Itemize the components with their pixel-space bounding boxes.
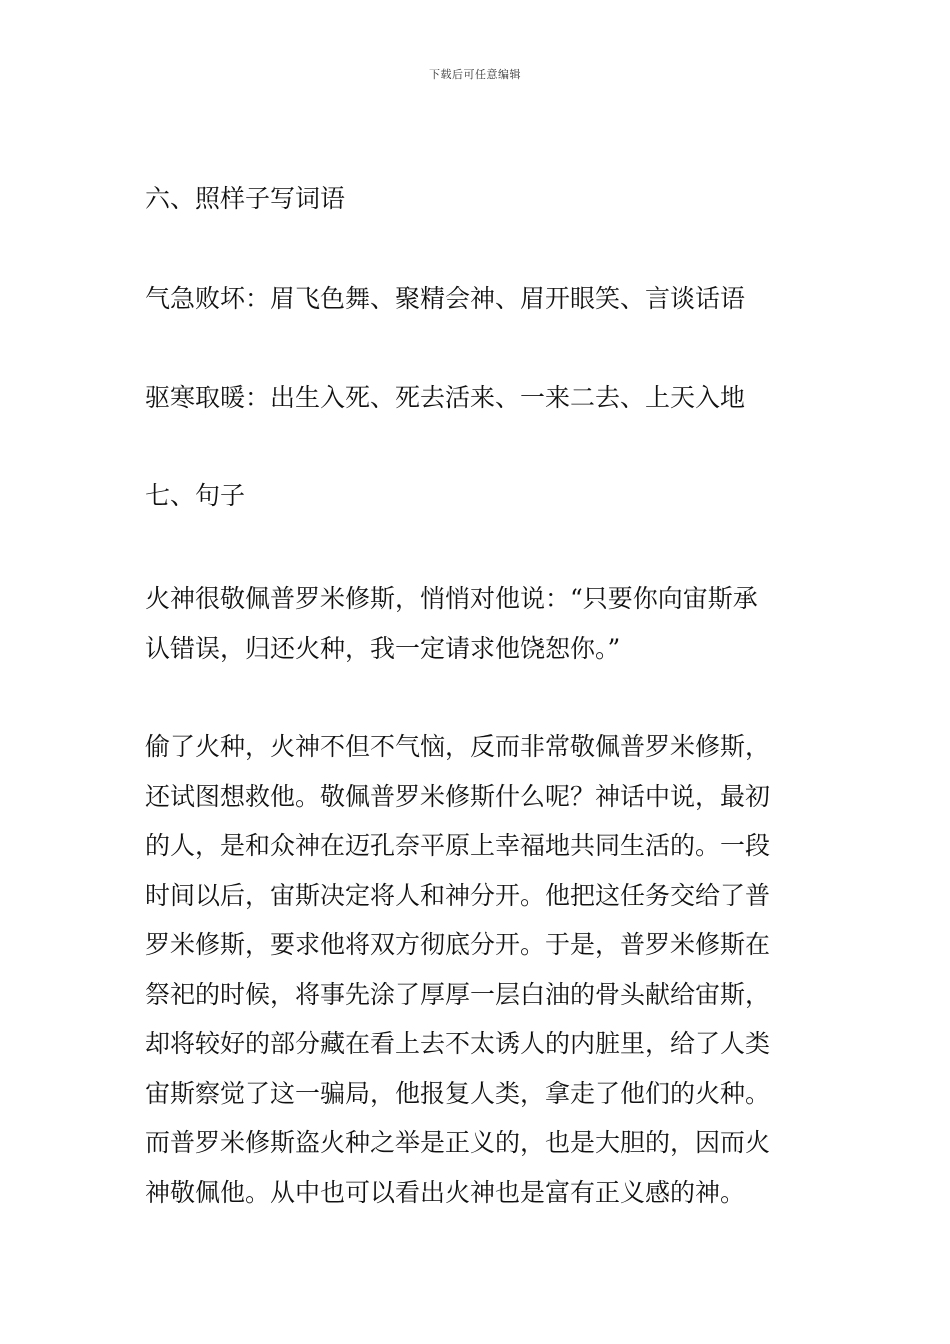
- answer-line: 时间以后，宙斯决定将人和神分开。他把这任务交给了普: [145, 880, 771, 910]
- answer-line: 的人，是和众神在迈孔奈平原上幸福地共同生活的。一段: [145, 831, 771, 860]
- answer-line: 祭祀的时候，将事先涂了厚厚一层白油的骨头献给宙斯，: [145, 979, 771, 1009]
- section-7-heading: 七、句子: [145, 481, 246, 510]
- answer-line: 还试图想救他。敬佩普罗米修斯什么呢？神话中说，最初: [145, 781, 771, 811]
- answer-line: 罗米修斯，要求他将双方彻底分开。于是，普罗米修斯在: [145, 930, 771, 959]
- answer-line: 神敬佩他。从中也可以看出火神也是富有正义感的神。: [145, 1177, 746, 1207]
- answer-line: 宙斯察觉了这一骗局，他报复人类，拿走了他们的火种。: [145, 1078, 771, 1108]
- quote-line: 认错误，归还火种，我一定请求他饶恕你。”: [145, 633, 621, 663]
- quote-line: 火神很敬佩普罗米修斯，悄悄对他说：“只要你向宙斯承: [145, 584, 758, 613]
- word-pattern-line-2: 驱寒取暖：出生入死、死去活来、一来二去、上天入地: [145, 383, 746, 412]
- page-header-note: 下载后可任意编辑: [429, 68, 521, 81]
- word-pattern-line-1: 气急败坏：眉飞色舞、聚精会神、眉开眼笑、言谈话语: [145, 284, 746, 313]
- section-6-heading: 六、照样子写词语: [145, 184, 346, 213]
- answer-line: 而普罗米修斯盗火种之举是正义的，也是大胆的，因而火: [145, 1128, 771, 1157]
- answer-line: 偷了火种，火神不但不气恼，反而非常敬佩普罗米修斯，: [145, 732, 771, 761]
- answer-paragraph: [145, 722, 815, 1217]
- quote-paragraph: [145, 574, 815, 673]
- answer-line: 却将较好的部分藏在看上去不太诱人的内脏里，给了人类: [145, 1029, 771, 1058]
